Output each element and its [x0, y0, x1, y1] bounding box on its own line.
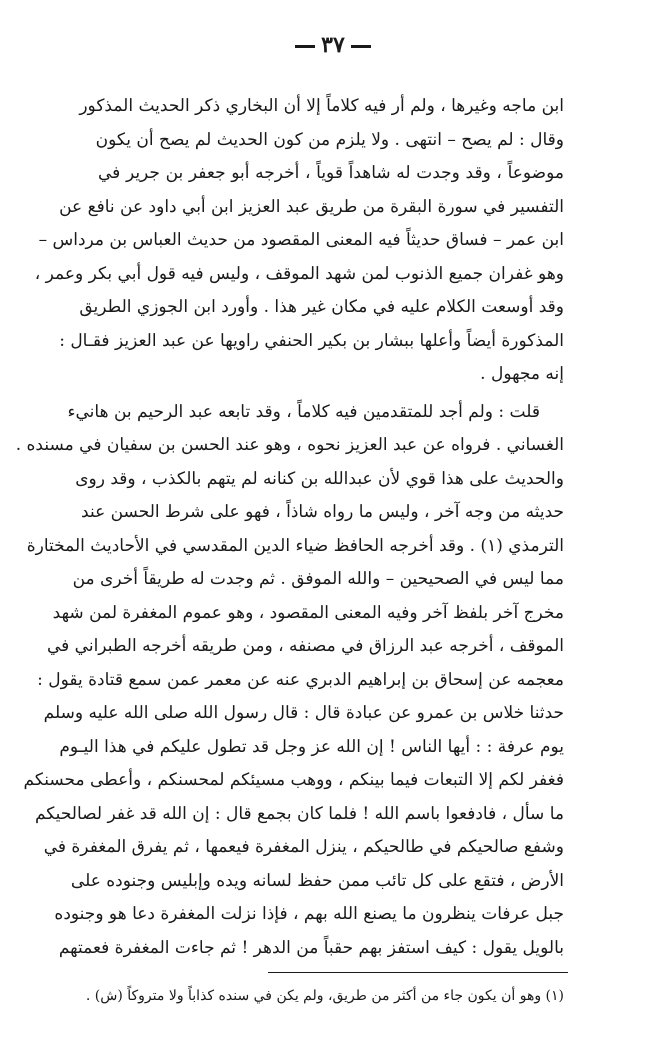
text-line: ما سأل ، فادفعوا باسم الله ! فلما كان بجمع قال : إن الله قد غفر لصالحيكم: [34, 803, 564, 824]
page-number-text: ٣٧: [321, 32, 345, 58]
footnote: (١) وهو أن يكون جاء من أكثر من طريق، ولم يكن في سنده كذاباً ولا متروكاً (ش) .: [85, 988, 564, 1004]
text-line: والحديث على هذا قوي لأن عبدالله بن كنانه لم يتهم بالكذب ، وقد روى: [75, 468, 564, 489]
footnote-divider: [268, 972, 568, 973]
text-line: بالويل يقول : كيف استفز بهم حقباً من الدهر ! ثم جاءت المغفرة فعمتهم: [58, 937, 564, 958]
text-line: الأرض ، فتقع على كل تائب ممن حفظ لسانه ويده وإبليس وجنوده على: [70, 870, 564, 891]
page-number-dash-right: [351, 45, 371, 48]
text-line: حدثنا خلاس بن عمرو عن عبادة قال : قال رسول الله صلى الله عليه وسلم: [43, 703, 564, 723]
text-line: مما ليس في الصحيحين – والله الموفق . ثم وجدت له طريقاً أخرى من: [72, 569, 564, 589]
text-line: معجمه عن إسحاق بن إبراهيم الدبري عنه عن معمر عمن سمع قتادة يقول :: [37, 669, 564, 690]
text-line: الغساني . فرواه عن عبد العزيز نحوه ، وهو عند الحسن بن سفيان في مسنده .: [15, 435, 564, 455]
text-line: إنه مجهول .: [480, 364, 564, 384]
text-line: موضوعاً ، وقد وجدت له شاهداً قوياً ، أخرجه أبو جعفر بن جرير في: [98, 163, 564, 183]
text-line: ابن عمر – فساق حديثاً فيه المعنى المقصود من حديث العباس بن مرداس –: [38, 230, 564, 250]
text-line: وهو غفران جميع الذنوب لمن شهد الموقف ، وليس فيه قول أبي بكر وعمر ،: [34, 263, 564, 284]
text-line: وقد أوسعت الكلام عليه في مكان غير هذا . وأورد ابن الجوزي الطريق: [79, 297, 564, 317]
page-number: [0, 32, 666, 58]
text-line: جبل عرفات ينظرون ما يصنع الله بهم ، فإذا نزلت المغفرة دعا هو وجنوده: [54, 904, 564, 924]
text-line: وشفع صالحيكم في طالحيكم ، ينزل المغفرة فيعمها ، ثم يفرق المغفرة في: [43, 837, 564, 857]
text-line: فغفر لكم إلا التبعات فيما بينكم ، ووهب مسيئكم لمحسنكم ، وأعطى محسنكم: [23, 770, 564, 790]
page-number-dash-left: [295, 45, 315, 48]
text-line: يوم عرفة : : أيها الناس ! إن الله عز وجل قد تطول عليكم في هذا اليـوم: [59, 736, 564, 757]
text-line: ابن ماجه وغيرها ، ولم أر فيه كلاماً إلا أن البخاري ذكر الحديث المذكور: [79, 96, 564, 116]
body-text: [15, 90, 564, 965]
paragraph: [15, 396, 564, 966]
text-line: قلت : ولم أجد للمتقدمين فيه كلاماً ، وقد تابعه عبد الرحيم بن هانيء: [67, 401, 540, 422]
text-line: الترمذي (١) . وقد أخرجه الحافظ ضياء الدين المقدسي في الأحاديث المختارة: [26, 535, 564, 556]
text-line: مخرج آخر بلفظ آخر وفيه المعنى المقصود ، وهو عموم المغفرة لمن شهد: [52, 602, 564, 623]
text-line: المذكورة أيضاً وأعلها ببشار بن بكير الحنفي راويها عن عبد العزيز فقـال :: [59, 330, 564, 351]
paragraph: [34, 90, 564, 392]
text-line: وقال : لم يصح – انتهى . ولا يلزم من كون الحديث لم يصح أن يكون: [95, 129, 564, 150]
text-line: الموقف ، أخرجه عبد الرزاق في مصنفه ، ومن طريقه أخرجه الطبراني في: [46, 636, 564, 656]
text-line: التفسير في سورة البقرة من طريق عبد العزيز ابن أبي داود عن نافع عن: [59, 196, 564, 217]
text-line: حديثه من وجه آخر ، وليس ما رواه شاذاً ، فهو على شرط الحسن عند: [81, 502, 564, 522]
